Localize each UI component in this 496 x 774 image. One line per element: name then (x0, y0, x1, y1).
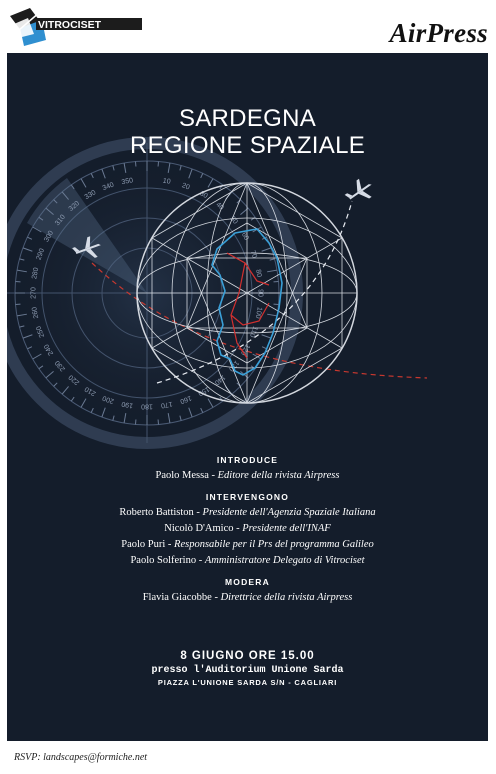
speaker-line: Paolo Messa - Editore della rivista Airpress (155, 470, 340, 481)
radar-degree-label: 230 (53, 358, 67, 373)
vitrociset-logo-text: VITROCISET (38, 19, 102, 31)
radar-degree-label: 240 (43, 342, 56, 357)
radar-degree-label: 180 (141, 402, 153, 410)
radar-degree-label: 250 (35, 324, 47, 339)
radar-degree-label: 70 (248, 249, 258, 260)
radar-degree-label: 120 (238, 342, 251, 357)
radar-degree-label: 280 (31, 267, 41, 280)
vitrociset-logo (6, 6, 146, 48)
airpress-logo: AirPress (389, 18, 488, 48)
section-heading: INTERVENGONO (205, 492, 290, 502)
radar-degree-label: 220 (67, 373, 82, 387)
title-line-2: REGIONE SPAZIALE (129, 132, 366, 159)
event-venue: presso l'Auditorium Unione Sarda (151, 665, 344, 676)
radar-degree-label: 310 (53, 213, 67, 228)
radar-degree-label: 350 (121, 177, 134, 187)
radar-degree-label: 170 (160, 399, 173, 409)
event-date: 8 GIUGNO ORE 15.00 (180, 650, 315, 662)
radar-degree-label: 20 (180, 182, 191, 192)
poster-title (7, 105, 488, 159)
vitrociset-logo-mark (6, 6, 146, 48)
radar-degree-label: 300 (43, 229, 56, 244)
radar-degree-label: 200 (101, 393, 116, 405)
speaker-line: Flavia Giacobbe - Direttrice della rivista Airpress (142, 592, 353, 603)
speaker-line: Nicolò D'Amico - Presidente dell'INAF (164, 523, 331, 534)
radar-degree-label: 320 (67, 199, 82, 213)
radar-degree-label: 330 (83, 189, 98, 202)
event-details (7, 650, 488, 687)
section-heading: MODERA (225, 577, 270, 587)
radar-degree-label: 190 (121, 399, 134, 409)
radar-degree-label: 10 (162, 177, 172, 186)
speaker-line: Paolo Puri - Responsabile per il Prs del programma Galileo (121, 539, 374, 550)
radar-degree-label: 60 (239, 231, 250, 242)
radar-degree-label: 40 (214, 201, 225, 212)
radar-degree-label: 160 (178, 393, 193, 405)
title-line-1: SARDEGNA (178, 105, 317, 132)
radar-degree-label: 150 (196, 384, 211, 397)
radar-degree-label: 130 (227, 358, 241, 373)
poster (7, 53, 488, 741)
speaker-line: Paolo Solferino - Amministratore Delegato di Vitrociset (130, 555, 365, 566)
rsvp-line: RSVP: landscapes@formiche.net (14, 752, 148, 763)
radar-degree-label: 80 (254, 268, 263, 278)
radar-degree-label: 140 (212, 373, 227, 387)
radar-degree-label: 100 (253, 306, 263, 319)
event-address: PIAZZA L'UNIONE SARDA S/N - CAGLIARI (157, 678, 338, 687)
radar-degree-label: 90 (256, 289, 264, 297)
section-heading: INTRODUCE (216, 455, 279, 465)
radar-degree-label: 210 (83, 384, 98, 397)
radar-degree-label: 270 (30, 287, 38, 299)
airplane-right-icon (342, 175, 378, 209)
radar-degree-label: 340 (101, 181, 116, 193)
header (0, 0, 496, 52)
speaker-line: Roberto Battiston - Presidente dell'Agenzia Spaziale Italiana (119, 507, 376, 518)
radar-degree-label: 110 (247, 325, 259, 339)
radar-degree-label: 50 (228, 215, 239, 226)
speakers-list (7, 455, 488, 606)
radar-degree-label: 290 (35, 247, 47, 262)
radar-degree-label: 260 (31, 306, 41, 319)
radar-degree-label: 30 (198, 190, 209, 201)
